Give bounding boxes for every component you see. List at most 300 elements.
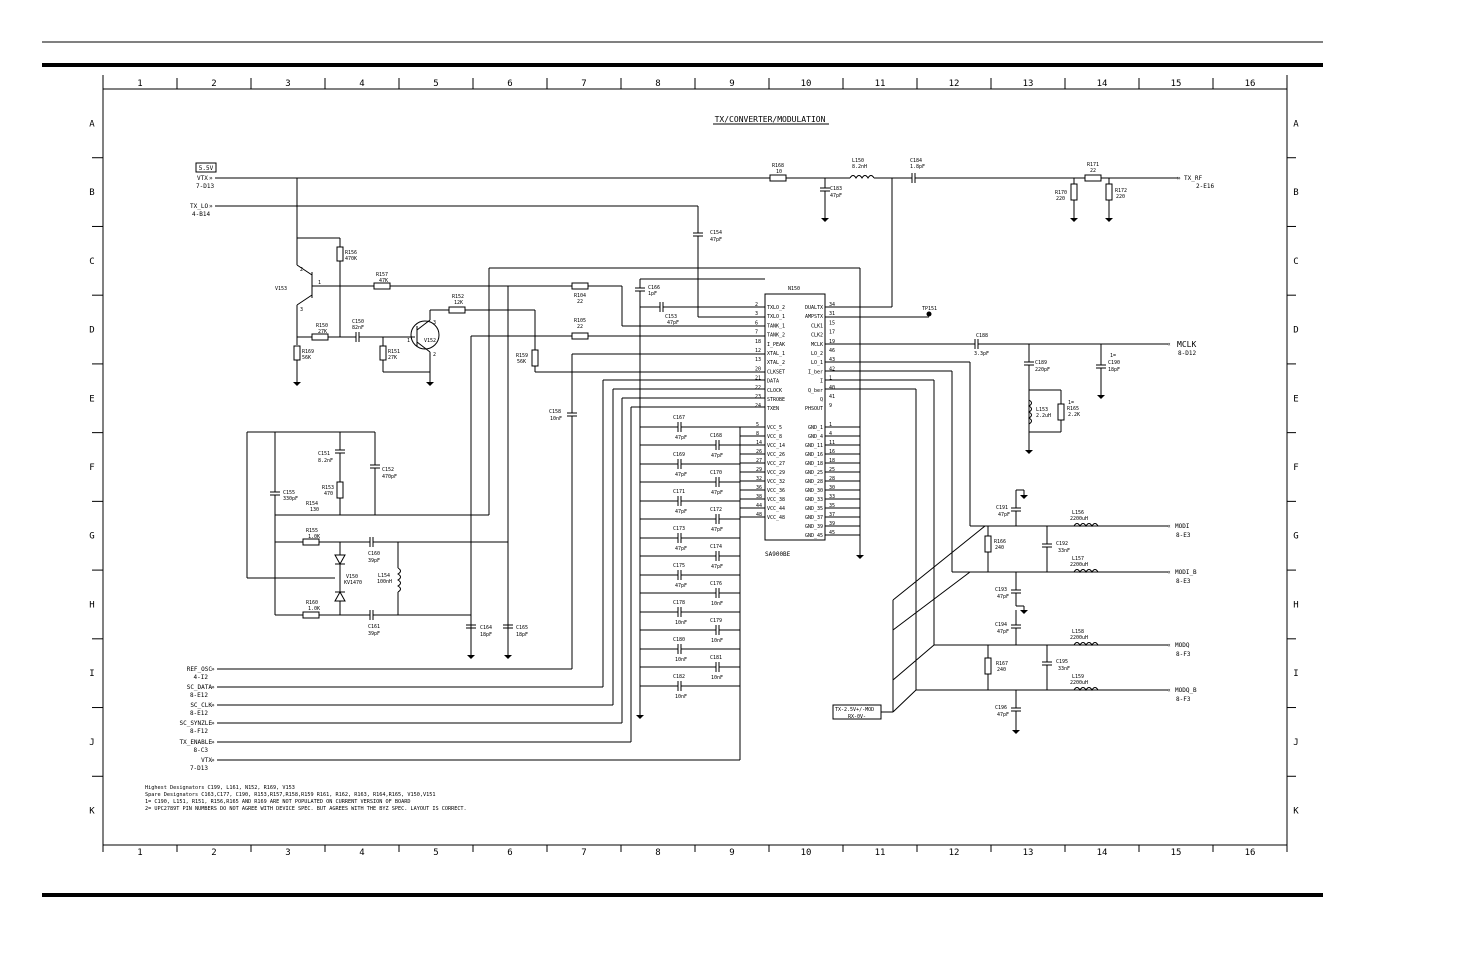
ic-pin-label: TXEN (767, 406, 780, 413)
svg-text:C190: C190 (1108, 360, 1121, 366)
zone-col-label: 12 (948, 79, 960, 89)
svg-text:56K: 56K (302, 355, 312, 361)
ic-pin-label: VCC_5 (767, 425, 783, 431)
port-label: SC_CLK (190, 702, 212, 709)
svg-text:C158: C158 (549, 409, 562, 415)
ic-pin-label: GND_18 (804, 461, 823, 467)
ic-pin-label: STROBE (767, 397, 786, 403)
zone-col-label: 8 (655, 79, 661, 89)
svg-text:1: 1 (407, 338, 411, 344)
svg-text:22: 22 (577, 324, 584, 330)
ic-pin-label: GND_45 (804, 533, 823, 539)
svg-text:R165: R165 (1067, 406, 1080, 412)
svg-text:R170: R170 (1055, 190, 1068, 196)
svg-text:C151: C151 (318, 451, 331, 457)
svg-text:47pF: 47pF (710, 237, 723, 243)
svg-text:V152: V152 (424, 338, 437, 344)
zone-row-label: K (89, 806, 95, 817)
port-label: MODI (1175, 523, 1190, 530)
ic-pin-label: LO_1 (810, 360, 823, 367)
port-ref: 4-I2 (193, 674, 208, 681)
svg-text:56K: 56K (517, 359, 527, 365)
port-label: MODQ_B (1175, 687, 1197, 694)
port-ref: 7-D13 (189, 765, 208, 772)
port-label: TX_ENABLE (179, 739, 212, 746)
ic-pin-label: CLKSET (767, 369, 786, 376)
svg-text:18pF: 18pF (480, 632, 493, 638)
zone-col-label: 10 (800, 79, 812, 89)
svg-text:2: 2 (433, 352, 437, 358)
cap-value: 10nF (711, 675, 724, 681)
svg-text:130: 130 (310, 507, 320, 513)
cap-ref: C173 (673, 526, 686, 532)
svg-text:C154: C154 (710, 230, 723, 236)
zone-row-label: E (89, 394, 95, 405)
sheet-title: TX/CONVERTER/MODULATION (714, 115, 826, 124)
svg-text:10: 10 (776, 169, 783, 175)
ic-pin-number: 21 (755, 375, 762, 382)
zone-row-label: H (1293, 600, 1299, 611)
port-label: VTX (201, 757, 212, 764)
zone-col-label: 9 (729, 79, 735, 89)
svg-text:R156: R156 (345, 250, 358, 256)
ic-pin-label: I_PEAK (767, 341, 786, 348)
zone-row-label: K (1293, 806, 1299, 817)
svg-text:»: » (211, 702, 215, 709)
svg-text:«: « (1167, 341, 1171, 348)
ic-pin-number: 19 (829, 338, 836, 345)
ic-pin-number: 28 (829, 476, 836, 482)
ic-pin-number: 17 (829, 329, 836, 336)
svg-text:C152: C152 (382, 467, 395, 473)
ic-pin-label: XTAL_2 (767, 360, 786, 367)
port-label: MODI_B (1175, 569, 1197, 576)
cap-ref: C181 (710, 655, 723, 661)
svg-text:«: « (1167, 523, 1171, 530)
svg-text:2: 2 (300, 267, 304, 273)
svg-text:240: 240 (997, 667, 1007, 673)
svg-text:»: » (211, 757, 215, 764)
svg-text:R160: R160 (306, 600, 319, 606)
zone-row-label: H (89, 600, 95, 611)
svg-text:»: » (209, 203, 213, 210)
svg-text:R104: R104 (574, 293, 587, 299)
ic-pin-label: GND_30 (804, 488, 823, 494)
cap-ref: C170 (710, 470, 723, 476)
svg-text:»: » (211, 684, 215, 691)
ic-pin-number: 1 (829, 375, 833, 382)
note-line: Highest Designators C199, L161, N152, R169, V153 (145, 785, 295, 791)
ind-ref: L158 (1072, 629, 1085, 635)
zone-col-label: 14 (1096, 848, 1108, 858)
ic-pin-label: TANK_2 (767, 332, 786, 339)
port-label: SC_DATA (186, 684, 212, 691)
cap-value: 47pF (675, 472, 688, 478)
ic-pin-number: 2 (755, 302, 759, 308)
ic-pin-number: 14 (756, 440, 763, 446)
svg-text:7-D13: 7-D13 (196, 183, 215, 190)
svg-text:1=: 1= (1068, 400, 1075, 406)
svg-text:39pF: 39pF (368, 558, 381, 564)
svg-text:L150: L150 (852, 158, 865, 164)
ic-pin-number: 41 (829, 394, 836, 400)
ic-pin-label: TXLO_1 (767, 314, 786, 321)
svg-text:C160: C160 (368, 551, 381, 557)
svg-text:C183: C183 (830, 186, 843, 192)
cap-ref: C167 (673, 415, 686, 421)
svg-text:27K: 27K (318, 329, 328, 335)
ic-pin-number: 45 (829, 530, 836, 536)
port-tx-rf: TX_RF (1184, 175, 1203, 182)
zone-row-label: C (89, 256, 95, 267)
ic-pin-label: PHSOUT (804, 406, 823, 413)
zone-col-label: 7 (581, 79, 587, 89)
zone-row-label: B (89, 188, 95, 199)
port-mclk: MCLK (1177, 340, 1197, 349)
ind-ref: L159 (1072, 674, 1085, 680)
cap-value: 10nF (675, 620, 688, 626)
svg-text:C166: C166 (648, 285, 661, 291)
zone-row-label: D (89, 325, 95, 336)
cap-ref: C178 (673, 600, 686, 606)
svg-text:»: » (211, 666, 215, 673)
ic-pin-number: 27 (756, 458, 763, 464)
zone-col-label: 6 (507, 79, 513, 89)
port-ref: 8-F12 (189, 728, 208, 735)
zone-col-label: 16 (1244, 79, 1256, 89)
ic-pin-label: VCC_8 (767, 434, 783, 440)
zone-col-label: 6 (507, 848, 513, 858)
ic-pin-number: 4 (829, 431, 833, 437)
cap-value: 47pF (711, 527, 724, 533)
svg-text:2-E16: 2-E16 (1196, 183, 1215, 190)
svg-text:R171: R171 (1087, 162, 1100, 168)
cap-value: 10nF (711, 638, 724, 644)
zone-col-label: 15 (1170, 848, 1182, 858)
svg-text:L154: L154 (378, 573, 391, 579)
cap-ref: C171 (673, 489, 686, 495)
cap-value: 47pF (675, 435, 688, 441)
svg-text:C164: C164 (480, 625, 493, 631)
ic-pin-number: 3 (755, 311, 759, 318)
zone-row-label: F (1293, 463, 1299, 473)
svg-text:C165: C165 (516, 625, 529, 631)
ic-pin-label: GND_37 (804, 515, 823, 521)
port-ref: 8-E12 (189, 710, 208, 717)
cap-ref: C176 (710, 581, 723, 587)
ic-pin-label: VCC_44 (767, 506, 786, 512)
svg-text:5.5V: 5.5V (198, 165, 214, 172)
port-label: MODQ (1175, 642, 1190, 649)
ic-pin-number: 18 (755, 338, 762, 345)
cap-ref: C182 (673, 674, 686, 680)
ic-pin-number: 43 (829, 357, 836, 364)
ic-pin-number: 38 (756, 494, 763, 500)
ic-pin-label: XTAL_1 (767, 351, 786, 357)
ic-pin-number: 18 (829, 458, 836, 464)
ic-pin-number: 11 (829, 440, 836, 446)
ic-pin-label: VCC_26 (767, 452, 786, 458)
cap-value: 10nF (711, 601, 724, 607)
svg-text:»: » (211, 720, 215, 727)
zone-col-label: 3 (285, 848, 291, 858)
svg-text:18pF: 18pF (1108, 367, 1121, 373)
svg-text:C161: C161 (368, 624, 381, 630)
svg-text:RX-0V-: RX-0V- (848, 714, 867, 720)
ic-pin-label: CLK2 (810, 332, 823, 339)
ic-pin-label: I (819, 378, 823, 385)
cap-ref: C192 (1056, 541, 1069, 547)
cap-value: 47pF (711, 453, 724, 459)
svg-text:C188: C188 (976, 333, 989, 339)
ic-pin-number: 8 (756, 431, 760, 437)
svg-text:470K: 470K (345, 256, 358, 262)
zone-row-label: B (1293, 188, 1299, 199)
svg-text:100nH: 100nH (377, 579, 393, 585)
svg-text:TX-2.5V+/-MOD: TX-2.5V+/-MOD (835, 707, 875, 713)
svg-text:82nF: 82nF (352, 325, 365, 331)
svg-text:R166: R166 (994, 539, 1007, 545)
ic-pin-number: 31 (829, 311, 836, 318)
cap-value: 47pF (711, 564, 724, 570)
port-ref: 8-C3 (193, 747, 208, 754)
zone-col-label: 11 (874, 848, 886, 858)
svg-text:47K: 47K (379, 278, 389, 284)
zone-col-label: 9 (729, 848, 735, 858)
ic-pin-label: GND_28 (804, 479, 823, 485)
ic-pin-number: 7 (755, 329, 759, 336)
svg-text:C150: C150 (352, 319, 365, 325)
cap-value: 47pF (997, 629, 1010, 635)
zone-col-label: 5 (433, 79, 439, 89)
cap-value: 47pF (997, 712, 1010, 718)
svg-text:R152: R152 (452, 294, 465, 300)
svg-text:1.0K: 1.0K (308, 534, 321, 540)
svg-text:«: « (1167, 569, 1171, 576)
svg-text:R157: R157 (376, 272, 389, 278)
svg-text:R169: R169 (302, 349, 315, 355)
cap-ref: C168 (710, 433, 723, 439)
svg-text:C189: C189 (1035, 360, 1048, 366)
svg-text:R172: R172 (1115, 188, 1128, 194)
ic-pin-label: GND_16 (804, 452, 823, 458)
ic-pin-number: 37 (829, 512, 836, 518)
cap-ref: C169 (673, 452, 686, 458)
svg-text:10nF: 10nF (550, 416, 563, 422)
zone-col-label: 10 (800, 848, 812, 858)
zone-col-label: 16 (1244, 848, 1256, 858)
svg-text:3: 3 (300, 307, 304, 313)
svg-text:8-D12: 8-D12 (1178, 350, 1197, 357)
port-vtx-top: VTX (197, 175, 208, 182)
ic-pin-number: 40 (829, 384, 836, 391)
ic-pin-label: GND_4 (807, 434, 823, 440)
svg-text:470: 470 (324, 491, 334, 497)
ic-pin-number: 23 (755, 394, 762, 400)
cap-value: 47pF (675, 583, 688, 589)
ic-pin-label: I_ber (807, 369, 823, 376)
svg-text:V153: V153 (275, 286, 288, 292)
svg-text:R154: R154 (306, 501, 319, 507)
port-ref: 8-E3 (1176, 532, 1191, 539)
svg-text:TP151: TP151 (922, 306, 938, 312)
svg-text:18pF: 18pF (516, 632, 529, 638)
port-ref: 8-E12 (189, 692, 208, 699)
svg-text:R159: R159 (516, 353, 529, 359)
cap-ref: C172 (710, 507, 723, 513)
svg-text:«: « (1167, 687, 1171, 694)
cap-value: 47pF (997, 594, 1010, 600)
ind-value: 2200uH (1070, 516, 1089, 522)
ic-pin-number: 24 (755, 403, 762, 410)
ic-pin-number: 44 (756, 503, 763, 509)
ind-value: 2200uH (1070, 562, 1089, 568)
r171 (1085, 175, 1101, 181)
ic-pin-number: 36 (756, 485, 763, 491)
ic-pin-label: Q_ber (807, 387, 823, 394)
svg-text:220pF: 220pF (1035, 367, 1051, 373)
svg-text:R168: R168 (772, 163, 785, 169)
cap-value: 10nF (675, 657, 688, 663)
ic-pin-number: 33 (829, 494, 836, 500)
zone-row-label: D (1293, 325, 1299, 336)
ic-pin-label: GND_1 (807, 425, 823, 431)
svg-text:C155: C155 (283, 490, 296, 496)
ic-pin-number: 29 (756, 467, 763, 473)
svg-text:3.3pF: 3.3pF (974, 351, 990, 357)
ic-pin-label: VCC_29 (767, 470, 786, 476)
zone-col-label: 2 (211, 848, 217, 858)
ic-pin-label: VCC_36 (767, 488, 786, 494)
zone-row-label: G (89, 531, 95, 542)
ic-pin-label: TXLO_2 (767, 305, 786, 311)
svg-text:47pF: 47pF (830, 193, 843, 199)
ic-pin-number: 1 (829, 422, 833, 428)
svg-text:47pF: 47pF (667, 320, 680, 326)
zone-col-label: 4 (359, 848, 365, 858)
zone-row-label: E (1293, 394, 1299, 405)
svg-text:»: » (209, 175, 213, 182)
svg-text:12K: 12K (454, 300, 464, 306)
svg-text:330pF: 330pF (283, 496, 299, 502)
svg-text:1pF: 1pF (648, 291, 658, 297)
cap-value: 47pF (711, 490, 724, 496)
svg-text:22: 22 (577, 299, 584, 305)
note-line: Spare Designators C163,C177, C190, R153,R157,R158,R159 R161, R162, R163, R164,R165, V150,V151 (145, 792, 436, 798)
ic-pin-number: 12 (755, 348, 762, 354)
ic-pin-number: 25 (829, 467, 836, 473)
note-line: 2= UPC2789T PIN NUMBERS DO NOT AGREE WITH DEVICE SPEC. BUT AGREES WITH THE BYZ SPEC. LAYOUT IS CORRECT. (145, 806, 467, 812)
cap-value: 10nF (675, 694, 688, 700)
zone-row-label: I (89, 669, 95, 680)
cap-value: 47pF (675, 509, 688, 515)
ic-pin-label: VCC_14 (767, 443, 786, 449)
zone-row-label: G (1293, 531, 1299, 542)
ic-pin-label: VCC_38 (767, 497, 786, 503)
cap-value: 33nF (1058, 548, 1071, 554)
cap-ref: C195 (1056, 659, 1069, 665)
zone-col-label: 8 (655, 848, 661, 858)
zone-col-label: 3 (285, 79, 291, 89)
ic-pin-number: 26 (756, 449, 763, 455)
zone-row-label: J (89, 737, 95, 748)
ic-pin-label: DUALTX (804, 305, 823, 311)
ic-n150 (765, 294, 825, 540)
svg-text:R105: R105 (574, 318, 587, 324)
cap-ref: C174 (710, 544, 723, 550)
svg-text:C184: C184 (910, 158, 923, 164)
svg-text:R153: R153 (322, 485, 335, 491)
zone-col-label: 12 (948, 848, 960, 858)
svg-text:V150: V150 (346, 574, 359, 580)
svg-text:470pF: 470pF (382, 474, 398, 480)
port-ref: 8-F3 (1176, 651, 1191, 658)
svg-text:8.2nH: 8.2nH (852, 164, 868, 170)
zone-row-label: C (1293, 256, 1299, 267)
ic-pin-label: LO_2 (810, 351, 823, 357)
zone-row-label: I (1293, 669, 1299, 680)
ic-pin-label: VCC_27 (767, 461, 786, 467)
ic-pin-label: GND_11 (804, 443, 823, 449)
ic-pin-number: 6 (755, 320, 759, 327)
svg-text:2.2uH: 2.2uH (1036, 413, 1052, 419)
svg-text:220: 220 (1056, 196, 1066, 202)
cap-ref: C180 (673, 637, 686, 643)
ind-value: 2200uH (1070, 635, 1089, 641)
zone-col-label: 1 (137, 848, 143, 858)
cap-value: 47pF (998, 512, 1011, 518)
svg-text:R150: R150 (316, 323, 329, 329)
ind-ref: L157 (1072, 556, 1085, 562)
ic-pin-number: 13 (755, 357, 762, 364)
zone-col-label: 14 (1096, 79, 1108, 89)
zone-col-label: 13 (1022, 79, 1034, 89)
cap-ref: C194 (995, 622, 1008, 628)
svg-text:4-B14: 4-B14 (192, 211, 211, 218)
ic-pin-label: GND_25 (804, 470, 823, 476)
svg-text:1.0K: 1.0K (308, 606, 321, 612)
svg-text:SA900BE: SA900BE (765, 551, 791, 558)
zone-row-label: A (89, 119, 95, 130)
ic-pin-number: 48 (756, 512, 763, 518)
ic-pin-label: Q (819, 397, 823, 403)
svg-text:R155: R155 (306, 528, 319, 534)
ic-pin-number: 30 (829, 485, 836, 491)
svg-text:220: 220 (1116, 194, 1126, 200)
port-tx-lo: TX_LO (190, 203, 209, 210)
ic-pin-number: 34 (829, 302, 836, 308)
svg-text:39pF: 39pF (368, 631, 381, 637)
ic-pin-number: 46 (829, 348, 836, 354)
zone-row-label: J (1293, 737, 1299, 748)
ic-pin-number: 32 (756, 476, 763, 482)
zone-col-label: 1 (137, 79, 143, 89)
cap-value: 47pF (675, 546, 688, 552)
svg-text:»: » (1177, 175, 1181, 182)
zone-col-label: 13 (1022, 848, 1034, 858)
ind-ref: L156 (1072, 510, 1085, 516)
l150 (850, 176, 874, 179)
ic-pin-label: VCC_32 (767, 479, 786, 485)
svg-text:C153: C153 (665, 314, 678, 320)
port-ref: 8-E3 (1176, 578, 1191, 585)
port-label: SC_SYNZLE (179, 720, 212, 727)
svg-text:«: « (1167, 642, 1171, 649)
ic-pin-label: DATA (767, 378, 780, 385)
ic-pin-number: 5 (756, 422, 760, 428)
svg-text:R151: R151 (388, 349, 401, 355)
ic-pin-number: 39 (829, 521, 836, 527)
